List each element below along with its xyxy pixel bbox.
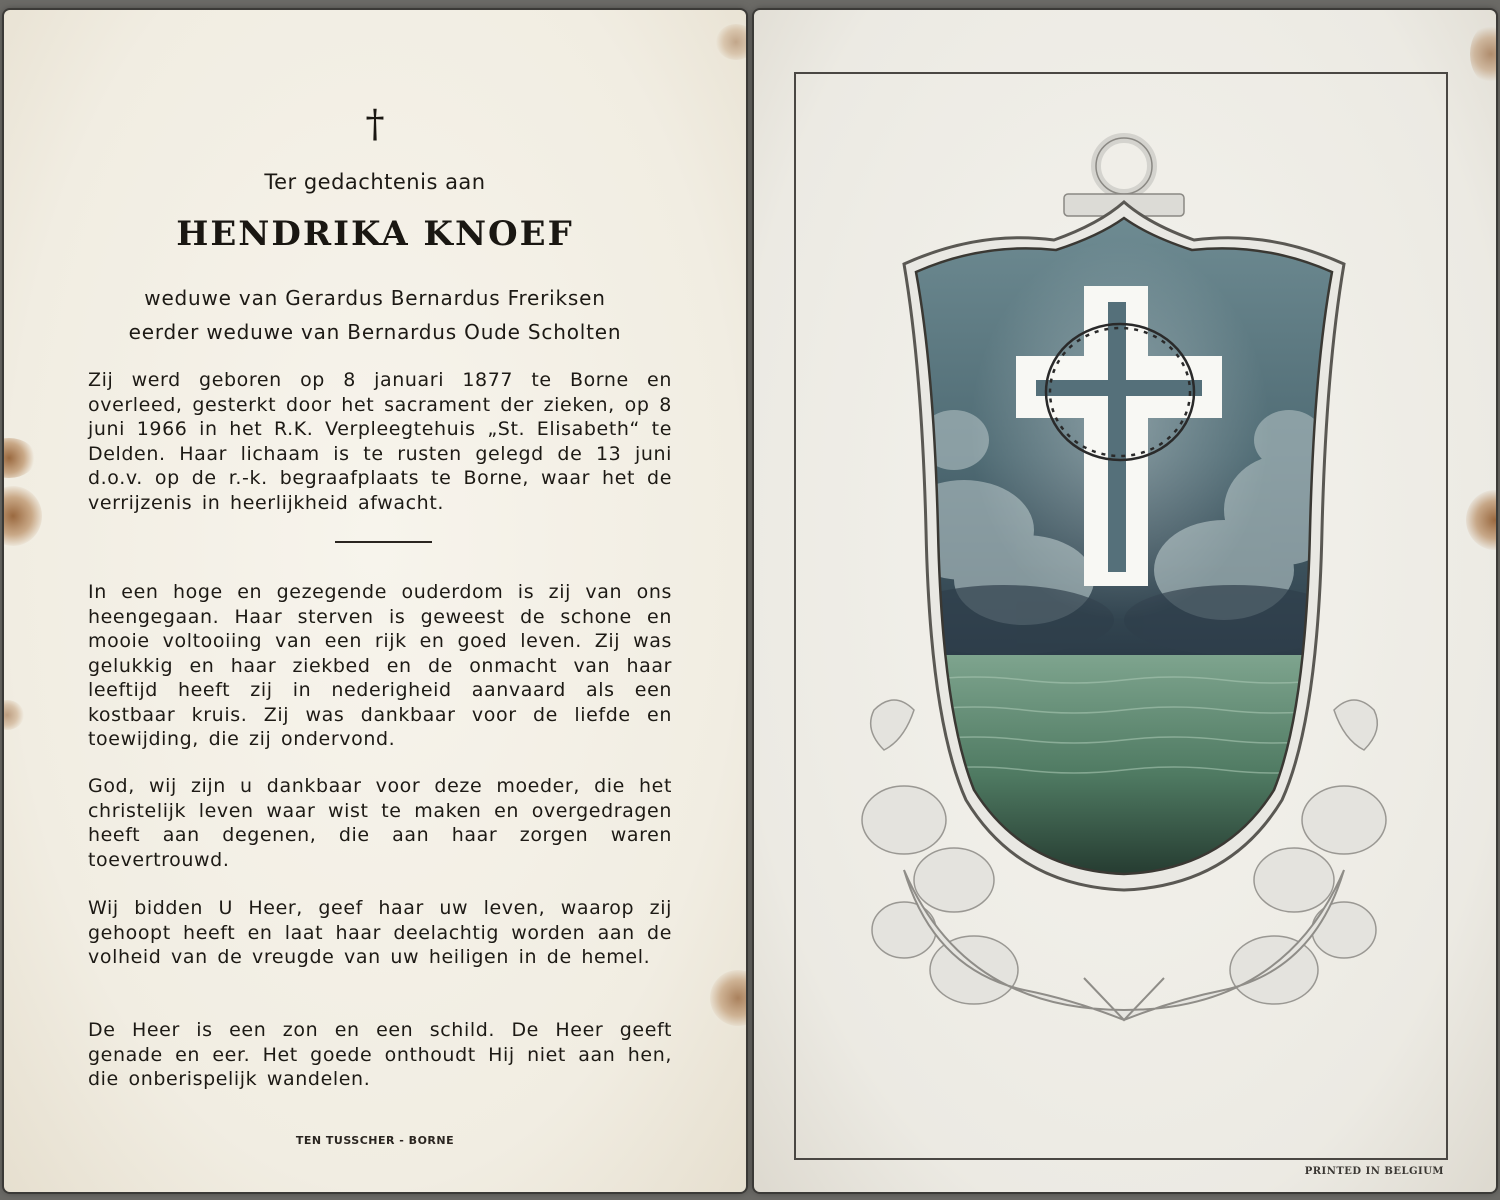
prayer-paragraph-1: God, wij zijn u dankbaar voor deze moeder, die het christelijk leven waar wist te maken en overgedragen heeft aan degenen, die aan haar zorgen waren toevertrouwd. — [88, 775, 672, 871]
biography-paragraph: Zij werd geboren op 8 januari 1877 te Borne en overleed, gesterkt door het sacrament der zieken, op 8 juni 1966 in het R.K. Verpleegtehuis „St. Elisabeth“ te Delden. Haar lichaam is te rusten gelegd de 13 juni d.o.v. op de r.-k. begraafplaats te Borne, waar het de verrijzenis in heerlijkheid afwacht. — [88, 369, 672, 514]
psalm-paragraph: De Heer is een zon en een schild. De Heer geeft genade en eer. Het goede onthoudt Hij niet aan hen, die onberispelijk wandelen. — [88, 1019, 672, 1090]
memorial-card-image-side — [754, 10, 1496, 1192]
printed-in-label: PRINTED IN BELGIUM — [1304, 1166, 1444, 1177]
anchor-cross-illustration — [754, 10, 1496, 1192]
deceased-name: HENDRIKA KNOEF — [176, 214, 574, 254]
prayer-paragraph-2: Wij bidden U Heer, geef haar uw leven, waarop zij gehoopt heeft en laat haar deelachtig worden aan de volheid van de vreugde van uw heiligen in de hemel. — [88, 897, 672, 968]
tribute-paragraph: In een hoge en gezegende ouderdom is zij van ons heengegaan. Haar sterven is geweest de schone en mooie voltooiing van een rijk en goed leven. Zij was gelukkig en haar ziekbed en de onmacht van haar leeftijd heeft zij in nederigheid aanvaard als een kostbaar kruis. Zij was dankbaar voor de liefde en toewijding, die zij ondervond. — [88, 581, 672, 750]
divider-line — [335, 541, 432, 543]
memorial-heading: Ter gedachtenis aan — [264, 170, 486, 194]
stain-mark — [4, 486, 42, 546]
stain-mark — [710, 970, 746, 1026]
widow-line-2: eerder weduwe van Bernardus Oude Scholten — [128, 320, 622, 344]
widow-line-1: weduwe van Gerardus Bernardus Freriksen — [144, 286, 606, 310]
printer-imprint: TEN TUSSCHER - BORNE — [295, 1134, 455, 1147]
stain-mark — [4, 700, 24, 730]
stain-mark — [716, 24, 746, 60]
cross-symbol: † — [365, 102, 385, 146]
stain-mark — [4, 438, 36, 478]
memorial-card-text-side — [4, 10, 746, 1192]
